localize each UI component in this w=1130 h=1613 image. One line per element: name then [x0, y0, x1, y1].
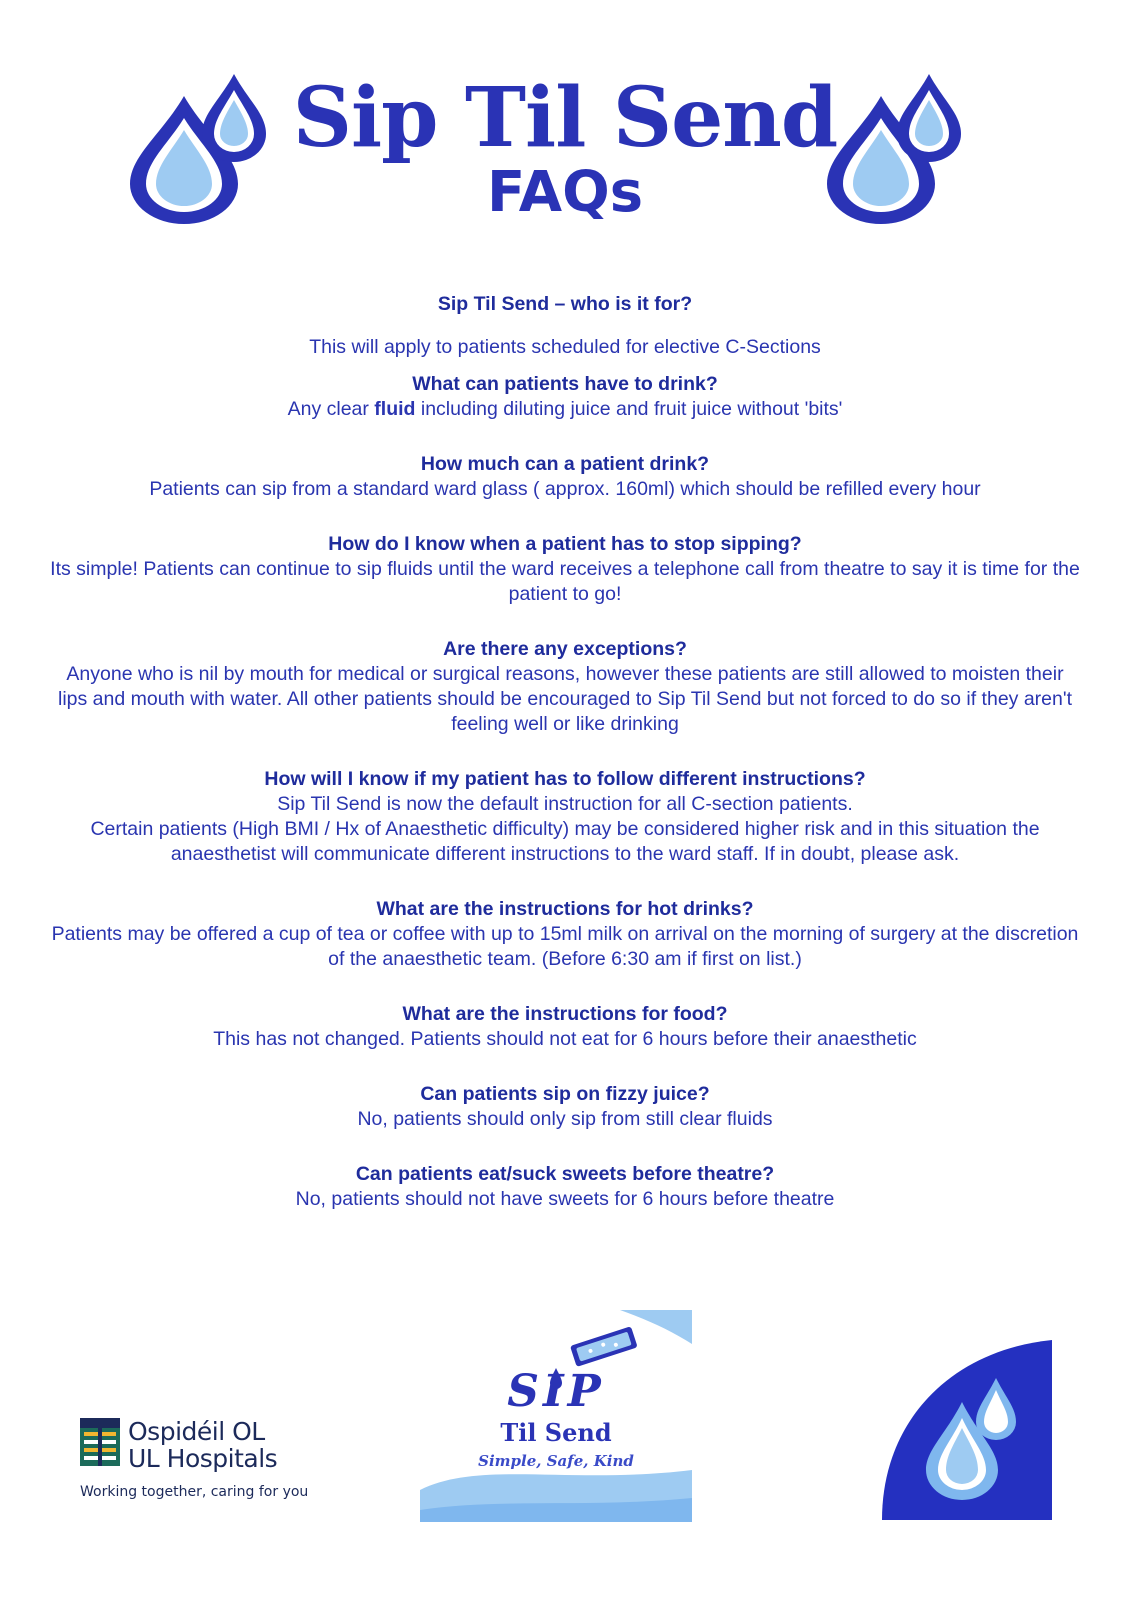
- faq-answer: No, patients should only sip from still clear fluids: [357, 1108, 773, 1130]
- header: [0, 60, 1130, 240]
- ul-name-irish: Ospidéil OL: [128, 1417, 265, 1446]
- faq-question: Are there any exceptions?: [443, 638, 687, 660]
- faq-question: How will I know if my patient has to follow different instructions?: [264, 768, 866, 790]
- faq-question: Can patients eat/suck sweets before theatre?: [355, 1163, 775, 1185]
- ul-name-english: UL Hospitals: [128, 1444, 278, 1473]
- logo-tagline: Simple, Safe, Kind: [478, 1452, 634, 1470]
- ul-hospitals-logo: [80, 1418, 340, 1500]
- faq-answer: Sip Til Send is now the default instruction for all C-section patients.: [277, 793, 853, 815]
- page-subtitle: FAQs: [486, 160, 644, 225]
- sip-til-send-logo: [420, 1310, 692, 1522]
- page-title: Sip Til Send: [292, 70, 838, 166]
- emphasis: fluid: [374, 398, 416, 420]
- faq-question: What are the instructions for food?: [402, 1003, 728, 1025]
- ul-hospitals-emblem-icon: [80, 1418, 120, 1466]
- faq-answer: This has not changed. Patients should not eat for 6 hours before their anaesthetic: [213, 1028, 917, 1050]
- faq-answer: No, patients should not have sweets for 6 hours before theatre: [295, 1188, 835, 1210]
- faq-question: What can patients have to drink?: [412, 373, 718, 395]
- faq-answer: Certain patients (High BMI / Hx of Anaesthetic difficulty) may be considered higher risk and in this situation the anaesthetist will communicate different instructions to the ward staff. If in doubt, please ask.: [90, 818, 1040, 865]
- water-drops-icon: [825, 74, 975, 224]
- logo-sip-text: SIP: [507, 1366, 605, 1417]
- faq-answer: Anyone who is nil by mouth for medical or surgical reasons, however these patients are still allowed to moisten their lips and mouth with water. All other patients should be encouraged to Sip Til Send but not forced to do so if they aren't feeling well or like drinking: [57, 663, 1073, 735]
- faq-question: Can patients sip on fizzy juice?: [420, 1083, 710, 1105]
- ul-tagline: Working together, caring for you: [80, 1484, 309, 1500]
- faq-answer: Patients may be offered a cup of tea or coffee with up to 15ml milk on arrival on the morning of surgery at the discretion of the anaesthetic team. (Before 6:30 am if first on list.): [51, 923, 1079, 970]
- faq-question: How do I know when a patient has to stop sipping?: [328, 533, 802, 555]
- logo-til-send-text: Til Send: [500, 1418, 612, 1447]
- faq-question: Sip Til Send – who is it for?: [437, 293, 693, 315]
- faq-answer: Any clear fluid including diluting juice and fruit juice without 'bits': [287, 398, 843, 420]
- faq-question: How much can a patient drink?: [420, 453, 710, 475]
- faq-answer: Patients can sip from a standard ward glass ( approx. 160ml) which should be refilled every hour: [149, 478, 981, 500]
- corner-water-drops-icon: [882, 1340, 1052, 1520]
- faq-question: What are the instructions for hot drinks?: [376, 898, 754, 920]
- faq-answer: This will apply to patients scheduled for elective C-Sections: [309, 336, 821, 358]
- faq-list: [50, 292, 1080, 1212]
- faq-answer: Its simple! Patients can continue to sip fluids until the ward receives a telephone call from theatre to say it is time for the patient to go!: [50, 558, 1080, 605]
